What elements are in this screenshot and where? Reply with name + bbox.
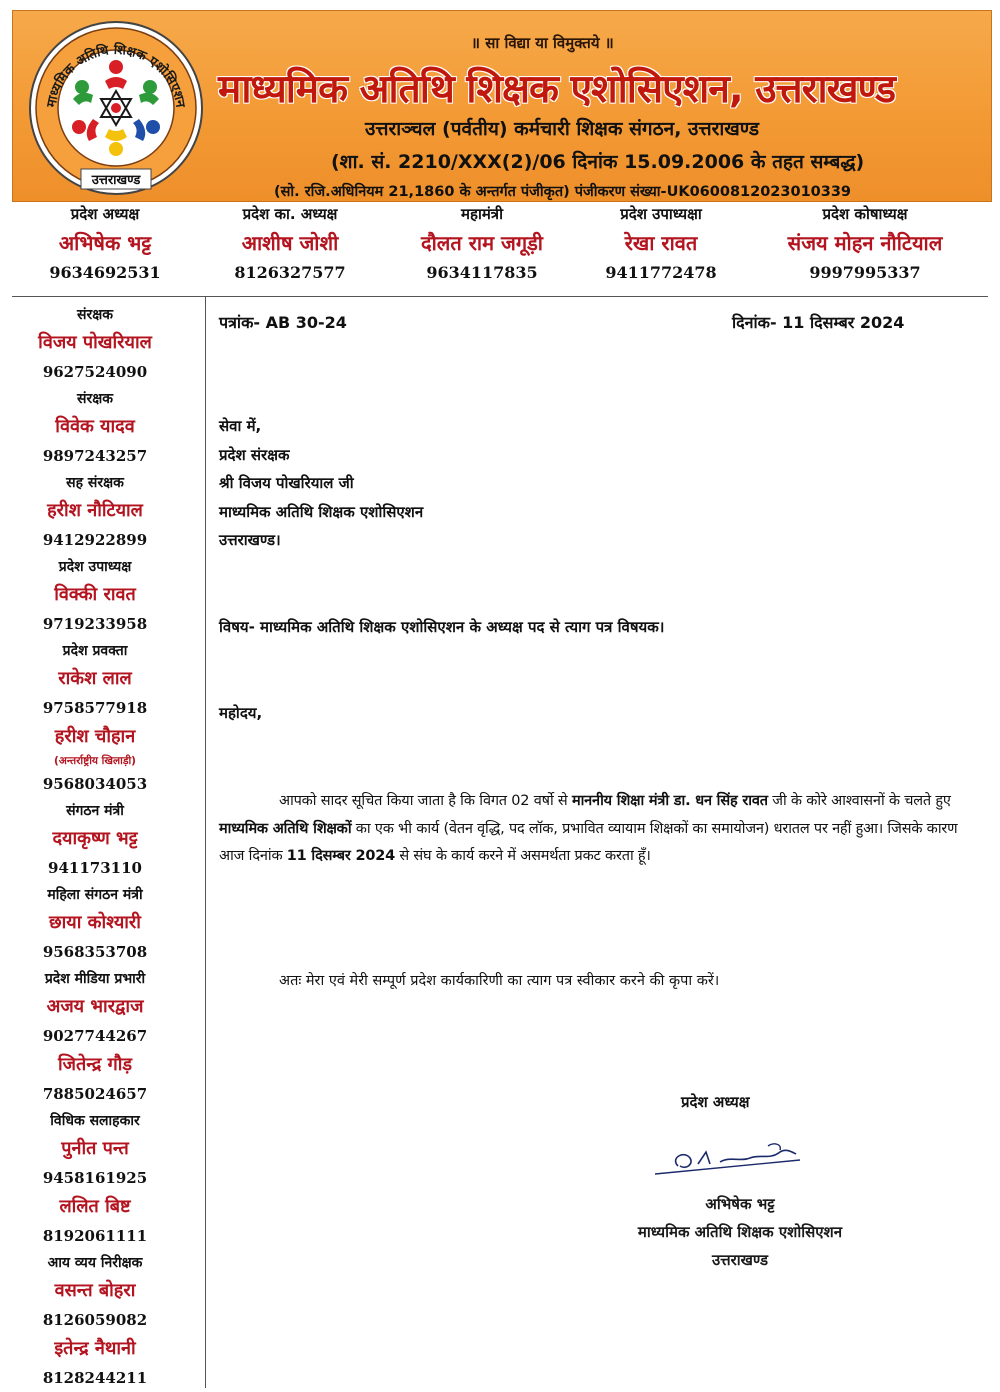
member-note: (अन्तर्राष्ट्रीय खिलाड़ी) (54, 755, 136, 767)
association-logo (27, 19, 205, 197)
member-name: दयाकृष्ण भट्ट (52, 828, 138, 849)
member-phone: 8128244211 (42, 1369, 148, 1387)
handwritten-signature (650, 1138, 810, 1178)
member-name: हरीश चौहान (54, 726, 136, 747)
officer-name: अभिषेक भट्ट (58, 231, 152, 255)
header-divider (12, 296, 988, 297)
officer-working-president (195, 202, 385, 286)
member-name: विजय पोखरियाल (38, 332, 152, 353)
member-name: राकेश लाल (58, 668, 132, 689)
officer-phone: 9634117835 (426, 263, 538, 282)
member-phone: 7885024657 (42, 1085, 148, 1103)
signatory-organization: माध्यमिक अतिथि शिक्षक एशोसिएशन (637, 1223, 843, 1241)
logo-bottom-text: उत्तराखण्ड (91, 173, 141, 188)
letter-paragraph (219, 788, 979, 871)
address-line: माध्यमिक अतिथि शिक्षक एशोसिएशन (219, 502, 424, 521)
office-bearers (0, 202, 1000, 294)
member-name: विक्की रावत (54, 584, 136, 605)
officer-phone: 9997995337 (809, 263, 921, 282)
member-role: संरक्षक (77, 307, 113, 323)
member-phone: 9412922899 (42, 531, 148, 549)
signatory-role: प्रदेश अध्यक्ष (681, 1093, 750, 1111)
officer-role: प्रदेश का. अध्यक्ष (242, 205, 338, 223)
member-phone: 941173110 (48, 859, 142, 877)
officer-treasurer (770, 202, 960, 286)
member-phone: 9897243257 (42, 447, 148, 465)
member-role: प्रदेश मीडिया प्रभारी (44, 971, 146, 987)
member-phone: 9568034053 (42, 775, 148, 793)
paragraph-text: आपको सादर सूचित किया जाता है कि विगत 02 वर्षो से (279, 793, 572, 809)
address-line: सेवा में, (219, 417, 262, 435)
signatory-block (590, 1190, 890, 1274)
officer-general-secretary (387, 202, 577, 286)
logo-ring-text: माध्यमिक अतिथि शिक्षक एशोसिएशन (44, 42, 188, 109)
letter-request: अतः मेरा एवं मेरी सम्पूर्ण प्रदेश कार्यकारिणी का त्याग पत्र स्वीकार करने की कृपा करें। (279, 973, 720, 989)
member-name: वसन्त बोहरा (54, 1280, 136, 1301)
organization-title: माध्यमिक अतिथि शिक्षक एशोसिएशन, उत्तराखण्ड (218, 67, 895, 112)
officer-name: रेखा रावत (624, 231, 698, 255)
recipient-address (219, 412, 423, 555)
member-role: प्रदेश उपाध्यक्ष (58, 559, 132, 575)
member-name: छाया कोश्यारी (49, 912, 141, 933)
sidebar-divider (205, 297, 206, 1388)
paragraph-bold: माननीय शिक्षा मंत्री डा. धन सिंह रावत (571, 793, 768, 809)
paragraph-text: से संघ के कार्य करने में असमर्थता प्रकट करता हूँ। (395, 848, 651, 864)
motto: ॥ सा विद्या या विमुक्तये ॥ (471, 34, 614, 52)
member-phone: 9627524090 (42, 363, 148, 381)
member-name: हरीश नौटियाल (47, 500, 143, 521)
member-phone: 9719233958 (42, 615, 148, 633)
letterhead-banner (12, 10, 992, 202)
paragraph-text: जी के कोरे आश्वासनों के चलते हुए (767, 793, 951, 809)
address-line: उत्तराखण्ड। (219, 531, 281, 549)
paragraph-bold: माध्यमिक अतिथि शिक्षकों (219, 820, 352, 837)
member-role: सह संरक्षक (66, 475, 124, 491)
officer-phone: 9411772478 (605, 263, 717, 282)
member-name: पुनीत पन्त (61, 1138, 129, 1159)
signatory-state: उत्तराखण्ड (711, 1251, 769, 1269)
officer-role: प्रदेश अध्यक्ष (70, 205, 140, 223)
member-phone: 9758577918 (42, 699, 148, 717)
member-name: इतेन्द्र नैथानी (54, 1338, 136, 1359)
member-role: महिला संगठन मंत्री (47, 887, 143, 903)
member-phone: 9458161925 (42, 1169, 148, 1187)
letter-subject: विषय- माध्यमिक अतिथि शिक्षक एशोसिएशन के अध्यक्ष पद से त्याग पत्र विषयक। (219, 618, 665, 636)
member-phone: 8192061111 (42, 1227, 148, 1245)
address-line: श्री विजय पोखरियाल जी (219, 474, 354, 492)
officer-name: संजय मोहन नौटियाल (787, 231, 943, 255)
address-line: प्रदेश संरक्षक (219, 445, 290, 464)
member-role: प्रदेश प्रवक्ता (62, 643, 128, 659)
member-name: अजय भारद्वाज (46, 996, 144, 1017)
member-role: संरक्षक (77, 391, 113, 407)
paragraph-bold: 11 दिसम्बर 2024 (286, 848, 396, 864)
member-name: जितेन्द्र गौड़ (57, 1054, 133, 1075)
officer-president (10, 202, 200, 286)
member-role: आय व्यय निरीक्षक (47, 1255, 143, 1271)
officer-phone: 9634692531 (49, 263, 161, 282)
officer-vice-president (566, 202, 756, 286)
letter-reference: पत्रांक- AB 30-24 (219, 313, 347, 332)
organization-subtitle: उत्तराञ्चल (पर्वतीय) कर्मचारी शिक्षक संगठन, उत्तराखण्ड (365, 118, 759, 140)
officer-role: प्रदेश उपाध्यक्षा (620, 205, 702, 223)
officer-phone: 8126327577 (234, 263, 346, 282)
member-name: ललित बिष्ट (59, 1196, 131, 1217)
officer-name: आशीष जोशी (241, 231, 339, 255)
member-name: विवेक यादव (55, 416, 135, 437)
member-role: संगठन मंत्री (66, 803, 124, 819)
member-phone: 8126059082 (42, 1311, 148, 1329)
member-role: विधिक सलाहकार (50, 1113, 140, 1129)
paragraph-text: का एक भी कार्य (वेतन वृद्धि, पद लॉक, प्रभावित व्यायाम शिक्षकों का समायोजन) धरातल पर नहीं हुआ। जिसके कारण आज दिनांक (219, 820, 958, 864)
officer-role: महामंत्री (461, 205, 503, 223)
signatory-name: अभिषेक भट्ट (705, 1195, 775, 1213)
members-sidebar (0, 302, 205, 1392)
officer-role: प्रदेश कोषाध्यक्ष (822, 205, 908, 223)
letter-salutation: महोदय, (219, 704, 263, 722)
officer-name: दौलत राम जगूड़ी (421, 231, 543, 255)
affiliation-line: (शा. सं. 2210/XXX(2)/06 दिनांक 15.09.2006 के तहत सम्बद्ध) (331, 151, 865, 173)
member-phone: 9568353708 (42, 943, 148, 961)
registration-line: (सो. रजि.अधिनियम 21,1860 के अन्तर्गत पंजीकृत) पंजीकरण संख्या-UK0600812023010339 (274, 184, 852, 200)
letter-date: दिनांक- 11 दिसम्बर 2024 (732, 313, 905, 332)
member-phone: 9027744267 (42, 1027, 148, 1045)
